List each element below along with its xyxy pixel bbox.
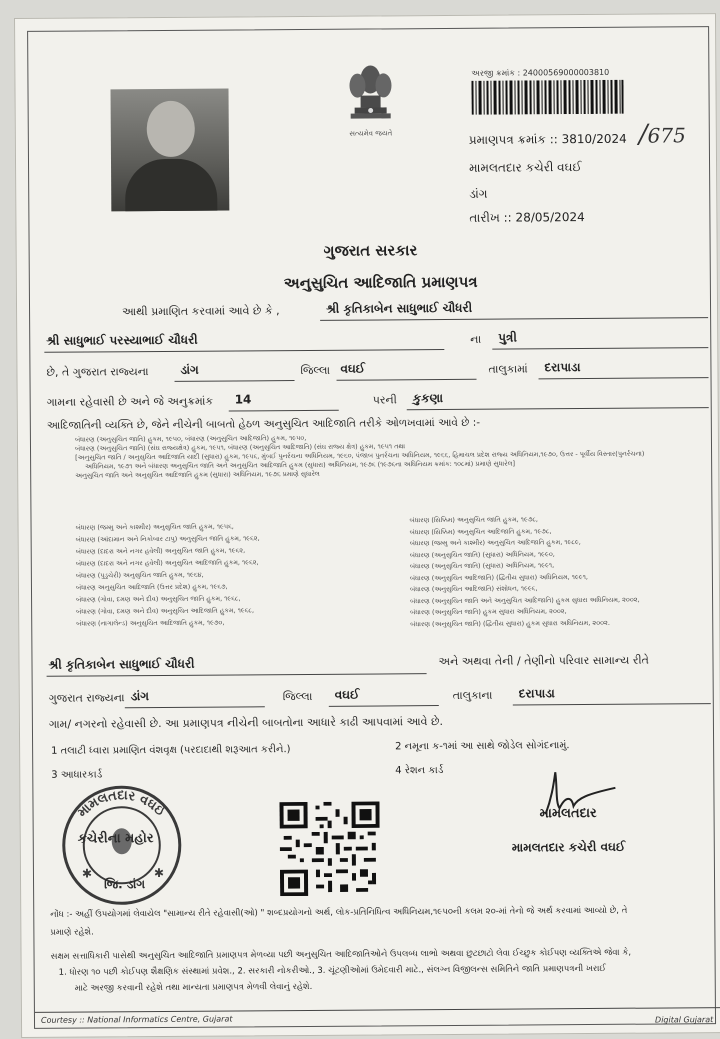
order-item: બંધારણ (આંદામાન અને નિકોબાર ટાપુ) અનુસુચિત જાતિ હુકમ, ૧૯૬૨, xyxy=(75,534,260,544)
basis-item-4: 4 રેશન કાર્ડ xyxy=(395,765,444,777)
seal-middle-text: કચેરીના મહોર xyxy=(77,831,154,847)
caste-serial: 14 xyxy=(234,392,252,407)
application-serial xyxy=(471,68,609,79)
emblem-caption: સત્યમેવ જયતે xyxy=(349,129,393,138)
issue-date-row xyxy=(469,210,584,226)
certificate-title: અનુસુચિત આદિજાતિ પ્રમાણપત્ર xyxy=(283,272,478,293)
relation-value: પુત્રી xyxy=(498,330,517,345)
recognized-text: આદિજાતિની વ્યક્તિ છે, જેને નીચેની બાબતો હેઠળ અનુસુચિત આદિજાતિ તરીકે ઓળખવામાં આવે છે :- xyxy=(46,416,481,432)
basis-item-2: 2 નમૂના ક-૧માં આ સાથે જોડેલ સોગંદનામું. xyxy=(395,740,570,753)
signatory-title: મામલતદાર xyxy=(539,805,597,822)
handwritten-number-text: 675 xyxy=(647,123,686,148)
photo-body xyxy=(125,159,217,212)
footer-digital-gujarat: Digital Gujarat xyxy=(654,1015,714,1025)
serial-label: અરજી ક્રમાંક : xyxy=(471,68,521,78)
svg-text:✱: ✱ xyxy=(153,865,165,881)
caste-serial-underline xyxy=(229,410,339,412)
order-item: બંધારણ (પુડુચેરી) અનુસુચિત જાતિ હુકમ, ૧૯૬૪, xyxy=(75,570,204,580)
family-name-underline xyxy=(47,673,427,677)
signatory-office: મામલતદાર કચેરી વઘઈ xyxy=(511,839,626,855)
state-prefix: છે, તે ગુજરાત રાજ્યના xyxy=(46,365,149,379)
serial-number: 24000569000003810 xyxy=(522,67,610,78)
district-label: જિલ્લા xyxy=(300,363,331,378)
order-item: બંધારણ અનુસુચિત આદિજાતિ (ઉત્તર પ્રદેશ) હુકમ, ૧૯૬૭, xyxy=(75,582,228,592)
order-item: બંધારણ (દાદરા અને નગર હવેલી) અનુસુચિત આદિજાતિ હુકમ, ૧૯૬૨, xyxy=(75,558,259,568)
order-item: બંધારણ (અનુસુચિત જાતિ) (દ્વિતીય સુધારા) હુકમ સુધારા અધિનિયમ, ૨૦૦૨. xyxy=(410,618,610,628)
family-taluka-underline xyxy=(329,705,439,707)
family-district-value: ડાંગ xyxy=(130,689,150,704)
caste-value: કુકણા xyxy=(412,391,444,406)
certificate-number: 3810/2024 xyxy=(561,131,627,147)
handwritten-number: /675 xyxy=(638,119,686,150)
note-2: સક્ષમ સત્તાધિકારી પાસેથી અનુસુચિત આદિજાતિ પ્રમાણપત્ર મેળવ્યા પછી અનુસુચિત આદિજાતિઓને ઉપલબ્ધ લાભો અથવા છુટછાટો લેવા ઈચ્છુક કોઈપણ વ્યક્તિએ જેવા કે, xyxy=(50,947,632,962)
note-3: 1. ધોરણ ૧૦ પછી કોઈપણ શૈક્ષણિક સંસ્થામાં પ્રવેશ., 2. સરકારી નોકરીઓ., 3. ચૂંટણીઓમાં ઉમેદવારી માટે., સંલગ્ન વિજીલન્સ સમિતિને જાતિ પ્રમાણપત્રની ખરાઈ xyxy=(58,963,607,978)
certificate-number-row xyxy=(469,132,627,148)
order-item: બંધારણ (અનુસુચિત આદિજાતિ) સંશોધન, ૧૯૯૬, xyxy=(409,584,538,594)
order-item: બંધારણ (અનુસુચિત જાતિ) હુકમ સુધારા અધિનિયમ, ૨૦૦૨, xyxy=(410,607,567,617)
issue-date: 28/05/2024 xyxy=(515,210,585,225)
order-item: બંધારણ (અનુસુચિત જાતિ અને અનુસુચિત આદિજાતિ) હુકમ સુધારા અધિનિયમ, ૨૦૦૨, xyxy=(410,595,640,605)
footer-divider xyxy=(35,1007,720,1013)
resident-text: ગામના રહેવાસી છે અને જે અનુક્રમાંક xyxy=(46,394,214,409)
caste-underline xyxy=(407,407,709,410)
photo-head xyxy=(147,101,195,157)
father-name-underline xyxy=(44,349,444,353)
order-line: અનુસુચિત જાતિ અને અનુસુચિત આદિજાતિ હુકમ (સુધારા) અધિનિયમ, ૧૯૭૬ પ્રમાણે સુધારેલ xyxy=(75,469,320,480)
applicant-name: શ્રી કૃતિકાબેન સાધુભાઈ ચૌધરી xyxy=(325,300,473,316)
family-and-or-text: અને અથવા તેની / તેણીનો પરિવાર સામાન્ય રીતે xyxy=(438,653,649,669)
order-item: બંધારણ (અનુસુચિત જાતિ) (સુધારા) અધિનિયમ, ૧૯૯૦, xyxy=(409,549,555,559)
certificate-number-label: પ્રમાણપત્ર ક્રમાંક :: xyxy=(468,132,558,147)
taluka-label: તાલુકામાં xyxy=(488,362,528,376)
village-underline xyxy=(539,377,709,379)
family-state-prefix: ગુજરાત રાજ્યના xyxy=(48,691,125,705)
order-item: બંધારણ (સિક્કિમ) અનુસુચિત આદિજાતિ હુકમ, ૧૯૭૮, xyxy=(409,526,552,536)
village-value: દરાપાડા xyxy=(544,360,581,375)
order-item: બંધારણ (સિક્કિમ) અનુસુચિત જાતિ હુકમ, ૧૯૭૮, xyxy=(409,515,539,525)
office-name: મામલતદાર કચેરી વઘઈ xyxy=(469,160,582,175)
order-item: બંધારણ (નાગાલેન્ડ) અનુસુચિત આદિજાતિ હુકમ, ૧૯૭૦, xyxy=(76,618,225,628)
applicant-photo xyxy=(111,89,230,212)
note-4: માટે અરજી કરવાની રહેશે તથા માન્યતા પ્રમાણપત્ર મેળવી લેવાનું રહેશે. xyxy=(74,981,313,994)
district-name: ડાંગ xyxy=(469,186,488,201)
family-district-label: જિલ્લા xyxy=(282,689,313,704)
issue-date-label: તારીખ :: xyxy=(469,210,512,225)
basis-item-3: 3 આધારકાર્ડ xyxy=(51,769,103,781)
order-item: બંધારણ (ગોવા, દમણ અને દીવ) અનુસુચિત જાતિ હુકમ, ૧૯૬૮, xyxy=(76,594,241,604)
note-1b: પ્રમાણે રહેશે. xyxy=(50,927,94,938)
na-label: ના xyxy=(470,332,482,346)
order-item: બંધારણ (અનુસુચિત જાતિ) (સુધારા) અધિનિયમ, ૧૯૯૧, xyxy=(409,561,555,571)
barcode xyxy=(471,80,623,115)
relation-underline xyxy=(492,347,708,350)
order-item: બંધારણ (ગોવા, દમણ અને દીવ) અનુસુચિત આદિજાતિ હુકમ, ૧૯૬૮, xyxy=(76,606,255,616)
district-value: ડાંગ xyxy=(180,362,199,377)
order-line: બંધારણ (અનુસુચિત જાતિ) (સંઘ રાજ્યક્ષેત્ર) હુકમ, ૧૯૫૧, બંધારણ (અનુસુચિત આદિજાતિ) (સંઘ રાજ્ય ક્ષેત્ર) હુકમ, ૧૯૫૧ તથા xyxy=(74,442,406,453)
order-item: બંધારણ (જમ્મુ અને કાશ્મીર) અનુસુચિત જાતિ હુકમ, ૧૯૫૬, xyxy=(75,522,234,532)
family-resident-text: ગામ/ નગરનો રહેવાસી છે. આ પ્રમાણપત્ર નીચેની બાબતોના આધારે કાઢી આપવામાં આવે છે. xyxy=(48,715,443,731)
family-taluka-value: વઘઈ xyxy=(334,687,360,702)
basis-item-1: 1 તલાટી ધ્વારા પ્રમાણિત વંશવૃક્ષ (પરદાદાથી શરૂઆત કરીને.) xyxy=(51,744,291,757)
svg-text:✱: ✱ xyxy=(81,866,93,881)
order-item: બંધારણ (દાદરા અને નગર હવેલી) અનુસુચિત જાતિ હુકમ, ૧૯૬૨, xyxy=(75,546,246,556)
caste-label: પરની xyxy=(372,393,397,407)
family-district-underline xyxy=(125,706,265,708)
father-name: શ્રી સાધુભાઈ પરસ્યાભાઈ ચૌધરી xyxy=(46,332,198,348)
family-village-underline xyxy=(513,703,711,705)
orders-left-column xyxy=(76,520,261,629)
orders-right-column xyxy=(409,514,639,631)
qr-code xyxy=(279,801,380,896)
applicant-name-underline xyxy=(320,317,708,321)
seal-top-text: મામલતદાર વઘઈ xyxy=(74,788,169,821)
footer-courtesy: Courtesy :: National Informatics Centre, Gujarat xyxy=(40,1014,233,1025)
district-underline xyxy=(175,380,295,382)
orders-block xyxy=(75,431,715,480)
office-seal xyxy=(53,783,190,908)
order-line: અધિનિયમ, ૧૯૭૧ અને બંધારણ અનુસુચિત જાતિ અને અનુસુચિત આદિજાતિ હુકમ (સુધારા) અધિનિયમ, ૧૯૭૬ (૧૯૭૬ના અધિનિયમ ક્રમાંક: ૧૦૮માં) પ્રમાણે સુધારેલ] xyxy=(85,459,516,471)
family-village-value: દરાપાડા xyxy=(518,686,555,701)
order-line: બંધારણ (અનુસુચિત જાતિ) હુકમ, ૧૯૫૦, બંધારણ (અનુસુચિત આદિજાતિ) હુકમ, ૧૯૫૦, xyxy=(74,433,307,444)
government-title: ગુજરાત સરકાર xyxy=(323,241,418,260)
note-1: નોંધ :- અહીં ઉપયોગમાં લેવાયેલ "સામાન્ય રીતે રહેવાસી(ઓ) " શબ્દપ્રયોગનો અર્થ, લોક-પ્રતિનિધિત્વ અધિનિયમ,૧૯૫૦ની કલમ ૨૦-માં તેનો જે અર્થ કરવામાં આવ્યો છે, તે xyxy=(50,905,628,920)
order-item: બંધારણ (જમ્મુ અને કાશ્મીર) અનુસુચિત આદિજાતિ હુકમ, ૧૯૮૯, xyxy=(409,538,581,548)
order-line: [અનુસુચિત જાતિ / અનુસુચિત આદિજાતિ યાદી (સુધારા) હુકમ, ૧૯૫૬, મુંબઈ પુનર્રચના અધિનિયમ, ૧૯૬૦, પંજાબ પુનર્રચના અધિનિયમ, ૧૯૬૬, હિમાચલ પ્રદેશ રાજ્ય અધિનિયમ,૧૯૭૦, ઉત્તર - પૂર્વીય વિસ્તાર(પુનર્રચના) xyxy=(75,449,645,462)
taluka-underline xyxy=(337,379,477,381)
family-taluka-label: તાલુકાના xyxy=(452,688,493,702)
national-emblem-icon xyxy=(340,59,401,141)
order-item: બંધારણ (અનુસુચિત આદિજાતિ) (દ્વિતીય સુધારા) અધિનિયમ, ૧૯૯૧, xyxy=(409,572,588,582)
seal-bottom-text: જિ. ડાંગ xyxy=(104,877,146,892)
taluka-value: વઘઈ xyxy=(340,361,366,376)
family-name: શ્રી કૃતિકાબેન સાધુભાઈ ચૌધરી xyxy=(48,656,195,672)
certificate-sheet xyxy=(14,13,720,1038)
intro-text: આથી પ્રમાણિત કરવામાં આવે છે કે , xyxy=(122,304,280,319)
svg-text:મામલતદાર વઘઈ xyxy=(75,788,171,821)
certificate-border xyxy=(27,26,716,1029)
